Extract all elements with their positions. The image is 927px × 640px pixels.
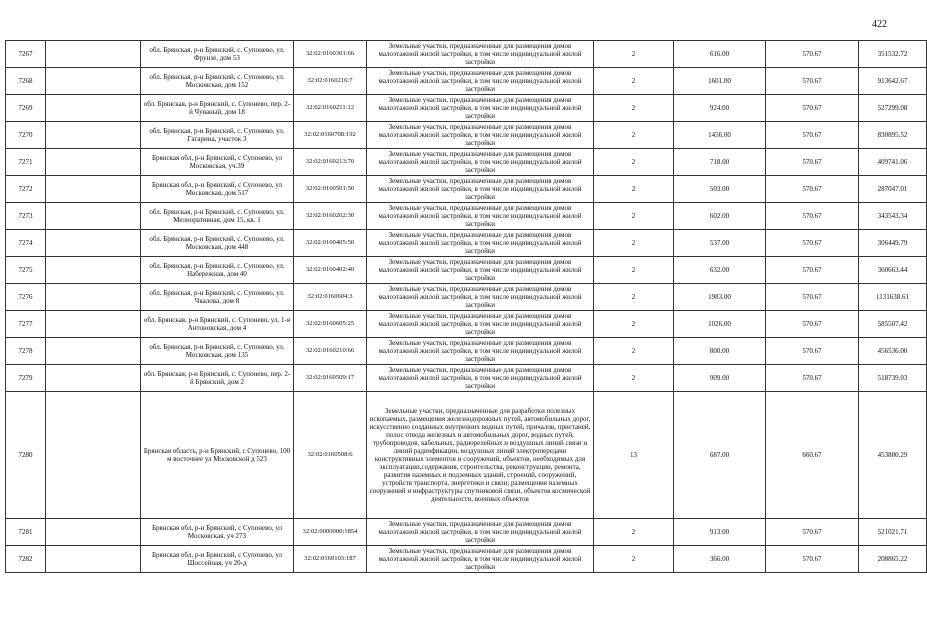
blank-cell xyxy=(46,95,141,122)
blank-cell xyxy=(46,41,141,68)
area-cell: 1601.00 xyxy=(674,68,766,95)
cadastral-value-cell: 1131638.61 xyxy=(859,284,927,311)
table-body xyxy=(6,41,927,573)
table-row xyxy=(6,392,927,519)
cadastral-value-cell: 913642.67 xyxy=(859,68,927,95)
cadastral-number-cell: 32:02:0160604:3 xyxy=(294,284,367,311)
cadastral-value-cell: 518739.03 xyxy=(859,365,927,392)
specific-value-cell: 570.67 xyxy=(766,546,859,573)
cadastral-number-cell: 32:02:0160508:6 xyxy=(294,392,367,519)
table-row xyxy=(6,365,927,392)
land-use-cell: Земельные участки, предназначенные для размещения домов малоэтажной жилой застройки, в том числе индивидуальной жилой застройки xyxy=(367,149,594,176)
table-row xyxy=(6,149,927,176)
table-row xyxy=(6,95,927,122)
category-code-cell: 2 xyxy=(594,257,674,284)
cadastral-value-cell: 208865.22 xyxy=(859,546,927,573)
row-number-cell: 7270 xyxy=(6,122,46,149)
land-use-cell: Земельные участки, предназначенные для размещения домов малоэтажной жилой застройки, в том числе индивидуальной жилой застройки xyxy=(367,41,594,68)
table-row xyxy=(6,176,927,203)
area-cell: 503.00 xyxy=(674,176,766,203)
land-use-cell: Земельные участки, предназначенные для размещения домов малоэтажной жилой застройки, в том числе индивидуальной жилой застройки xyxy=(367,122,594,149)
cadastral-number-cell: 32:02:0160402:40 xyxy=(294,257,367,284)
specific-value-cell: 660.67 xyxy=(766,392,859,519)
table-row xyxy=(6,122,927,149)
cadastral-value-cell: 360663.44 xyxy=(859,257,927,284)
land-use-cell: Земельные участки, предназначенные для размещения домов малоэтажной жилой застройки, в том числе индивидуальной жилой застройки xyxy=(367,365,594,392)
blank-cell xyxy=(46,149,141,176)
address-cell: обл. Брянская, р-н Брянский, с. Супонево, пер. 2-й Чуваный, дом 18 xyxy=(141,95,294,122)
row-number-cell: 7281 xyxy=(6,519,46,546)
page-number: 422 xyxy=(872,19,887,30)
cadastral-value-cell: 453880.29 xyxy=(859,392,927,519)
category-code-cell: 2 xyxy=(594,546,674,573)
table-row xyxy=(6,311,927,338)
area-cell: 913.00 xyxy=(674,519,766,546)
area-cell: 632.00 xyxy=(674,257,766,284)
row-number-cell: 7276 xyxy=(6,284,46,311)
category-code-cell: 2 xyxy=(594,176,674,203)
category-code-cell: 13 xyxy=(594,392,674,519)
category-code-cell: 2 xyxy=(594,41,674,68)
address-cell: обл. Брянская, р-н Брянский, с. Супонево, ул. Чкалова, дом 8 xyxy=(141,284,294,311)
specific-value-cell: 570.67 xyxy=(766,122,859,149)
land-use-cell: Земельные участки, предназначенные для размещения домов малоэтажной жилой застройки, в том числе индивидуальной жилой застройки xyxy=(367,203,594,230)
address-cell: обл. Брянская, р-н Брянский, с. Супонево, ул. Мелиоративная, дом 15, кв. 1 xyxy=(141,203,294,230)
category-code-cell: 2 xyxy=(594,230,674,257)
row-number-cell: 7267 xyxy=(6,41,46,68)
row-number-cell: 7272 xyxy=(6,176,46,203)
cadastral-value-cell: 409741.06 xyxy=(859,149,927,176)
table-row xyxy=(6,338,927,365)
blank-cell xyxy=(46,284,141,311)
area-cell: 537.00 xyxy=(674,230,766,257)
row-number-cell: 7274 xyxy=(6,230,46,257)
address-cell: обл. Брянская, р-н Брянский, с. Супонево, ул. 1-я Антоновская, дом 4 xyxy=(141,311,294,338)
land-use-cell: Земельные участки, предназначенные для размещения домов малоэтажной жилой застройки, в том числе индивидуальной жилой застройки xyxy=(367,257,594,284)
row-number-cell: 7269 xyxy=(6,95,46,122)
area-cell: 1456.00 xyxy=(674,122,766,149)
row-number-cell: 7268 xyxy=(6,68,46,95)
area-cell: 718.00 xyxy=(674,149,766,176)
blank-cell xyxy=(46,546,141,573)
table-row xyxy=(6,284,927,311)
blank-cell xyxy=(46,257,141,284)
address-cell: обл. Брянская, р-н Брянский, с. Супонево, ул. Набережная, дом 40 xyxy=(141,257,294,284)
blank-cell xyxy=(46,122,141,149)
cadastral-value-cell: 306449.79 xyxy=(859,230,927,257)
table-row xyxy=(6,230,927,257)
cadastral-value-cell: 456536.00 xyxy=(859,338,927,365)
address-cell: обл. Брянская, р-н Брянский, с. Супонево, ул. Фрунзе, дом 53 xyxy=(141,41,294,68)
address-cell: Брянская обл, р-н Брянский, с Супонево, ул Московская, уч.39 xyxy=(141,149,294,176)
cadastral-number-cell: 32:02:0000000:1854 xyxy=(294,519,367,546)
category-code-cell: 2 xyxy=(594,519,674,546)
category-code-cell: 2 xyxy=(594,365,674,392)
specific-value-cell: 570.67 xyxy=(766,338,859,365)
table-row xyxy=(6,68,927,95)
specific-value-cell: 570.67 xyxy=(766,203,859,230)
specific-value-cell: 570.67 xyxy=(766,68,859,95)
cadastral-number-cell: 32:02:0160103:187 xyxy=(294,546,367,573)
category-code-cell: 2 xyxy=(594,68,674,95)
specific-value-cell: 570.67 xyxy=(766,284,859,311)
area-cell: 687.00 xyxy=(674,392,766,519)
category-code-cell: 2 xyxy=(594,149,674,176)
specific-value-cell: 570.67 xyxy=(766,41,859,68)
blank-cell xyxy=(46,203,141,230)
cadastral-value-cell: 287047.01 xyxy=(859,176,927,203)
specific-value-cell: 570.67 xyxy=(766,257,859,284)
land-use-cell: Земельные участки, предназначенные для размещения домов малоэтажной жилой застройки, в том числе индивидуальной жилой застройки xyxy=(367,546,594,573)
area-cell: 366.00 xyxy=(674,546,766,573)
address-cell: Брянская обл, р-н Брянский, с Супонево, ул Шоссейная, уч 20-д xyxy=(141,546,294,573)
address-cell: обл. Брянская, р-н Брянский, с. Супонево, ул. Московская, дом 135 xyxy=(141,338,294,365)
row-number-cell: 7273 xyxy=(6,203,46,230)
land-use-cell: Земельные участки, предназначенные для размещения домов малоэтажной жилой застройки, в том числе индивидуальной жилой застройки xyxy=(367,230,594,257)
land-use-cell: Земельные участки, предназначенные для разработки полезных ископаемых, размещения железнодорожных путей, автомобильных дорог, искусственно созданных внутренних водных путей, причалов, пристаней, полос отвода железных и автомобильных дорог, водных путей, трубопроводов, кабельных, радиорелейных и воздушных линий связи и линий радиофикации, воздушных линий электропередачи конструктивных элементов и сооружений, объектов, необходимых для эксплуатации,содержания, строительства, реконструкции, ремонта, развития наземных и подземных зданий, строений, сооружений, устройств транспорта, энергетики и связи; размещения наземных сооружений и инфраструктуры спутниковой связи, объектов космической деятельности, военных объектов xyxy=(367,392,594,519)
land-use-cell: Земельные участки, предназначенные для размещения домов малоэтажной жилой застройки, в том числе индивидуальной жилой застройки xyxy=(367,338,594,365)
blank-cell xyxy=(46,519,141,546)
address-cell: Брянская обл, р-н Брянский, с Супонево, ул Московская, уч 273 xyxy=(141,519,294,546)
address-cell: обл. Брянская, р-н Брянский, с. Супонево, ул. Гагарина, участок 3 xyxy=(141,122,294,149)
blank-cell xyxy=(46,230,141,257)
area-cell: 909.00 xyxy=(674,365,766,392)
address-cell: Брянская обл, р-н Брянский, с Супонево, ул Московская, дом 517 xyxy=(141,176,294,203)
cadastral-number-cell: 32:02:0160213:70 xyxy=(294,149,367,176)
cadastral-value-cell: 343543.34 xyxy=(859,203,927,230)
blank-cell xyxy=(46,392,141,519)
land-use-cell: Земельные участки, предназначенные для размещения домов малоэтажной жилой застройки, в том числе индивидуальной жилой застройки xyxy=(367,95,594,122)
area-cell: 602.00 xyxy=(674,203,766,230)
specific-value-cell: 570.67 xyxy=(766,519,859,546)
cadastral-value-cell: 351532.72 xyxy=(859,41,927,68)
cadastral-number-cell: 32:02:0160708:192 xyxy=(294,122,367,149)
row-number-cell: 7277 xyxy=(6,311,46,338)
specific-value-cell: 570.67 xyxy=(766,149,859,176)
cadastral-value-cell: 830895.52 xyxy=(859,122,927,149)
table-row xyxy=(6,41,927,68)
category-code-cell: 2 xyxy=(594,122,674,149)
table-row xyxy=(6,257,927,284)
address-cell: Брянская область, р-н Брянский, с Супонево, 100 м восточнее ул Московской д 523 xyxy=(141,392,294,519)
area-cell: 1026.00 xyxy=(674,311,766,338)
table-row xyxy=(6,203,927,230)
cadastral-value-cell: 521021.71 xyxy=(859,519,927,546)
cadastral-number-cell: 32:02:0160605:25 xyxy=(294,311,367,338)
area-cell: 1983.00 xyxy=(674,284,766,311)
specific-value-cell: 570.67 xyxy=(766,365,859,392)
cadastral-number-cell: 32:02:0160405:50 xyxy=(294,230,367,257)
land-use-cell: Земельные участки, предназначенные для размещения домов малоэтажной жилой застройки, в том числе индивидуальной жилой застройки xyxy=(367,284,594,311)
cadastral-number-cell: 32:02:0160202:30 xyxy=(294,203,367,230)
category-code-cell: 2 xyxy=(594,95,674,122)
cadastral-number-cell: 32:02:0160216:7 xyxy=(294,68,367,95)
cadastral-number-cell: 32:02:0160211:12 xyxy=(294,95,367,122)
address-cell: обл. Брянская, р-н Брянский, с. Супонево, ул. Московская, дом 448 xyxy=(141,230,294,257)
row-number-cell: 7282 xyxy=(6,546,46,573)
address-cell: обл. Брянская, р-н Брянский, с. Супонево, пер. 2-й Брянский, дом 2 xyxy=(141,365,294,392)
cadastral-number-cell: 32:02:0160301:66 xyxy=(294,41,367,68)
table-row xyxy=(6,519,927,546)
land-use-cell: Земельные участки, предназначенные для размещения домов малоэтажной жилой застройки, в том числе индивидуальной жилой застройки xyxy=(367,68,594,95)
row-number-cell: 7280 xyxy=(6,392,46,519)
land-use-cell: Земельные участки, предназначенные для размещения домов малоэтажной жилой застройки, в том числе индивидуальной жилой застройки xyxy=(367,311,594,338)
specific-value-cell: 570.67 xyxy=(766,95,859,122)
cadastral-number-cell: 32:02:0160501:50 xyxy=(294,176,367,203)
row-number-cell: 7275 xyxy=(6,257,46,284)
cadastral-value-cell: 585507.42 xyxy=(859,311,927,338)
area-cell: 924.00 xyxy=(674,95,766,122)
cadastral-number-cell: 32:02:0160210:66 xyxy=(294,338,367,365)
blank-cell xyxy=(46,365,141,392)
row-number-cell: 7271 xyxy=(6,149,46,176)
blank-cell xyxy=(46,338,141,365)
land-use-cell: Земельные участки, предназначенные для размещения домов малоэтажной жилой застройки, в том числе индивидуальной жилой застройки xyxy=(367,176,594,203)
cadastral-number-cell: 32:02:0160509:17 xyxy=(294,365,367,392)
cadastral-value-table xyxy=(5,40,927,573)
row-number-cell: 7278 xyxy=(6,338,46,365)
table-row xyxy=(6,546,927,573)
area-cell: 616.00 xyxy=(674,41,766,68)
row-number-cell: 7279 xyxy=(6,365,46,392)
area-cell: 800.00 xyxy=(674,338,766,365)
blank-cell xyxy=(46,176,141,203)
address-cell: обл. Брянская, р-н Брянский, с. Супонево, ул. Московская, дом 152 xyxy=(141,68,294,95)
blank-cell xyxy=(46,311,141,338)
category-code-cell: 2 xyxy=(594,284,674,311)
blank-cell xyxy=(46,68,141,95)
category-code-cell: 2 xyxy=(594,203,674,230)
category-code-cell: 2 xyxy=(594,338,674,365)
specific-value-cell: 570.67 xyxy=(766,311,859,338)
specific-value-cell: 570.67 xyxy=(766,230,859,257)
category-code-cell: 2 xyxy=(594,311,674,338)
specific-value-cell: 570.67 xyxy=(766,176,859,203)
cadastral-value-cell: 527299.08 xyxy=(859,95,927,122)
land-use-cell: Земельные участки, предназначенные для размещения домов малоэтажной жилой застройки, в том числе индивидуальной жилой застройки xyxy=(367,519,594,546)
